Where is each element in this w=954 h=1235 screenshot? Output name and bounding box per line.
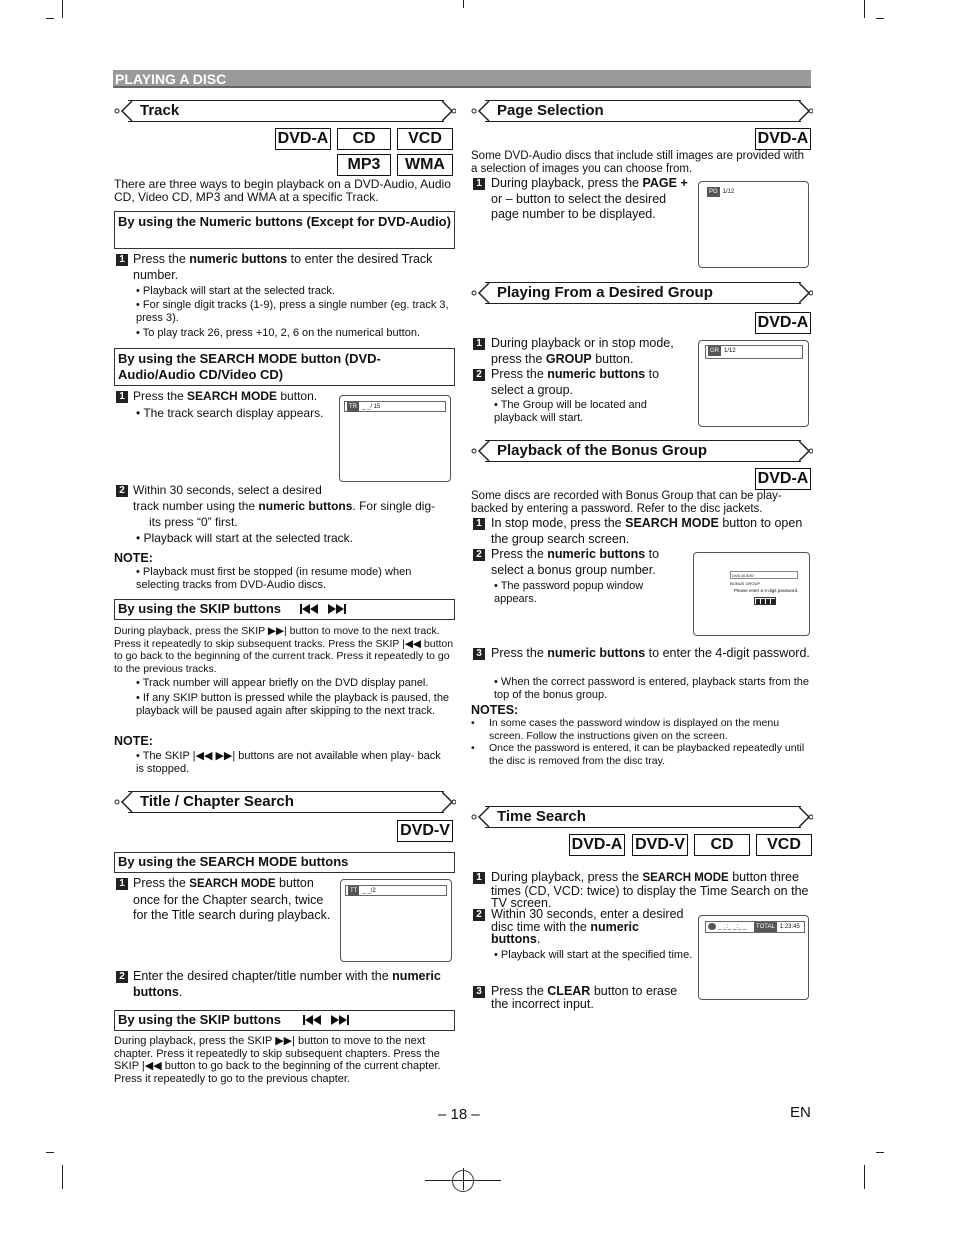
step-number: 1 (116, 391, 128, 403)
crop-mark (46, 1152, 54, 1153)
step-number: 1 (473, 518, 485, 530)
title-search-heading: By using the SEARCH MODE buttons (114, 852, 455, 873)
step-number: 2 (473, 369, 485, 381)
badge-vcd: VCD (397, 128, 453, 150)
track-bullet: • Playback will start at the selected track. (136, 285, 335, 297)
note-text: • Playback must first be stopped (in resume mode) when selecting tracks from DVD-Audio discs. (136, 566, 412, 591)
page-intro: Some DVD-Audio discs that include still images are provided with a selection of images you can choose from. (471, 150, 805, 175)
screen-bar: TT _ _/2 (345, 885, 447, 896)
time-step2-bullet: • Playback will start at the specified time. (494, 949, 693, 961)
badge-mp3: MP3 (337, 154, 391, 176)
group-header (471, 282, 813, 304)
crop-mark (876, 18, 884, 19)
title-search-step2: Enter the desired chapter/title number with the numeric buttons. (133, 969, 441, 999)
group-step1: During playback or in stop mode, press the GROUP button. (491, 336, 674, 366)
note2-text: • The SKIP |◀◀ ▶▶| buttons are not available when play- back is stopped. (136, 750, 441, 775)
step-number: 2 (473, 549, 485, 561)
arrow-head-icon (799, 440, 813, 462)
bonus-title: Playback of the Bonus Group (497, 442, 708, 459)
tv-screen (339, 395, 451, 482)
time-search-title: Time Search (497, 808, 586, 825)
title-search-header (114, 791, 456, 813)
time-step2: Within 30 seconds, enter a desired disc time with the numeric buttons. (491, 907, 684, 946)
tv-screen (698, 181, 809, 268)
step-number: 1 (473, 178, 485, 190)
crop-mark (46, 18, 54, 19)
skip-bullet: • If any SKIP button is pressed while the playback is paused, the playback will be paused again after skipping to the next track. (136, 692, 450, 717)
badge-vcd: VCD (756, 834, 812, 856)
badge-cd: CD (337, 128, 391, 150)
step-number: 1 (473, 338, 485, 350)
bonus-step1: In stop mode, press the SEARCH MODE button to open the group search screen. (491, 516, 803, 546)
skip-buttons-icon (300, 603, 350, 615)
screen-line: BONUS GROUP (730, 581, 761, 586)
screen-bar: _ _:_ _:_ _ TOTAL 1:23:45 (705, 921, 805, 933)
arrow-head-icon (799, 100, 813, 122)
tv-screen (693, 552, 810, 636)
step-number: 1 (473, 872, 485, 884)
note2-label: NOTE: (114, 734, 153, 748)
track-header (114, 100, 456, 122)
page-number: – 18 – (438, 1106, 480, 1123)
page-step1: During playback, press the PAGE + or – button to select the desired page number to be displayed. (491, 176, 688, 221)
track-title: Track (140, 102, 180, 119)
skip-buttons-icon (303, 1014, 353, 1026)
password-boxes (754, 597, 776, 605)
language-code: EN (790, 1104, 811, 1121)
disc-icon (708, 923, 716, 930)
track-bullet: • For single digit tracks (1-9), press a single number (eg. track 3, press 3). (136, 299, 449, 324)
group-title: Playing From a Desired Group (497, 284, 713, 301)
notes-label: NOTES: (471, 703, 519, 717)
screen-bar: PG 1/12 (709, 189, 735, 195)
badge-cd: CD (694, 834, 750, 856)
arrow-head-icon (442, 791, 456, 813)
time-step1: During playback, press the SEARCH MODE button three times (CD, VCD: twice) to display the Time Search on the TV screen. (491, 870, 809, 910)
badge-dvd-a: DVD-A (755, 312, 811, 334)
bullet: • (471, 742, 475, 754)
bonus-step2-bullet: • The password popup window appears. (494, 580, 644, 605)
track-bullet: • To play track 26, press +10, 2, 6 on the numerical button. (136, 327, 421, 339)
step-number: 3 (473, 648, 485, 660)
step-number: 1 (116, 254, 128, 266)
bonus-step3-bullet: • When the correct password is entered, playback starts from the top of the bonus group. (494, 676, 810, 701)
step-number: 3 (473, 986, 485, 998)
skip-heading: By using the SKIP buttons (114, 599, 455, 620)
section-banner (113, 70, 811, 88)
step-number: 2 (116, 971, 128, 983)
crop-mark (876, 1152, 884, 1153)
badge-dvd-v: DVD-V (632, 834, 688, 856)
screen-line: DVD AUDIO (730, 571, 798, 579)
title-skip-heading: By using the SKIP buttons (114, 1010, 455, 1031)
note-item: In some cases the password window is displayed on the menu screen. Follow the instructions given on the screen. (489, 717, 780, 742)
crop-mark (864, 0, 865, 18)
time-step3: Press the CLEAR button to erase the incorrect input. (491, 984, 678, 1011)
badge-dvd-v: DVD-V (397, 820, 453, 842)
page-selection-title: Page Selection (497, 102, 604, 119)
step-number: 2 (116, 485, 128, 497)
badge-dvd-a: DVD-A (755, 128, 811, 150)
arrow-head-icon (442, 100, 456, 122)
search-mode-heading: By using the SEARCH MODE button (DVD-Audio/Audio CD/Video CD) (114, 348, 455, 386)
search-step2-c: its press “0” first. (149, 515, 238, 529)
crop-mark (864, 1165, 865, 1189)
badge-wma: WMA (397, 154, 453, 176)
crop-mark (62, 0, 63, 18)
step-number: 2 (473, 909, 485, 921)
bonus-step2: Press the numeric buttons to select a bonus group number. (491, 547, 660, 577)
track-intro: There are three ways to begin playback on a DVD-Audio, Audio CD, Video CD, MP3 and WMA at a specific Track. (114, 177, 451, 204)
bonus-intro: Some discs are recorded with Bonus Group that can be play-backed by entering a password. Refer to the disc jackets. (471, 490, 782, 515)
badge-dvd-a: DVD-A (569, 834, 625, 856)
track-step1: Press the numeric buttons to enter the desired Track number. (133, 252, 433, 282)
search-step1-bullet: • The track search display appears. (136, 406, 324, 420)
banner-title: PLAYING A DISC (115, 71, 227, 87)
bonus-step3: Press the numeric buttons to enter the 4-digit password. (491, 646, 810, 660)
screen-bar: TR _ _/ 15 (344, 401, 446, 412)
bonus-header (471, 440, 813, 462)
search-step2-bullet: • Playback will start at the selected track. (136, 531, 353, 545)
search-step1: Press the SEARCH MODE button. (133, 389, 318, 403)
time-search-header (471, 806, 813, 828)
tv-screen (698, 340, 809, 427)
title-search-title: Title / Chapter Search (140, 793, 294, 810)
arrow-head-icon (799, 282, 813, 304)
badge-dvd-a: DVD-A (275, 128, 331, 150)
registration-mark (452, 1170, 474, 1192)
numeric-heading: By using the Numeric buttons (Except for DVD-Audio) (114, 211, 455, 249)
group-step2: Press the numeric buttons to select a group. (491, 367, 660, 397)
tv-screen (340, 879, 452, 962)
note-item: Once the password is entered, it can be playbacked repeatedly until the disc is removed from the disc tray. (489, 742, 805, 767)
tv-screen (698, 915, 809, 1000)
crop-mark (463, 0, 464, 8)
group-bullet: • The Group will be located and playback will start. (494, 399, 647, 424)
title-search-step1: Press the SEARCH MODE button once for the Chapter search, twice for the Title search during playback. (133, 876, 331, 922)
title-skip-paragraph: During playback, press the SKIP ▶▶| button to move to the next chapter. Press it repeatedly to skip subsequent chapters. Press the SKIP |◀◀ button to go back to the beginning of the current chapter. Press it repeatedly to go to the previous chapter. (114, 1035, 441, 1085)
search-step2-b: track number using the numeric buttons. For single dig- (133, 499, 436, 513)
screen-line: Please enter a 4-digit password. (734, 588, 799, 593)
skip-paragraph: During playback, press the SKIP ▶▶| button to move to the next track. Press it repeatedly to skip subsequent tracks. Press the SKIP |◀◀ button to go back to the beginning of the current track. Press it repeatedly to go to the previous tracks. (114, 625, 454, 675)
step-number: 1 (116, 878, 128, 890)
crop-mark (62, 1165, 63, 1189)
page-selection-header (471, 100, 813, 122)
skip-bullet: • Track number will appear briefly on the DVD display panel. (136, 677, 429, 689)
arrow-head-icon (799, 806, 813, 828)
note-label: NOTE: (114, 551, 153, 565)
search-step2-a: Within 30 seconds, select a desired (133, 483, 322, 497)
badge-dvd-a: DVD-A (755, 468, 811, 490)
screen-bar: GR 1/12 (705, 345, 803, 359)
bullet: • (471, 717, 475, 729)
